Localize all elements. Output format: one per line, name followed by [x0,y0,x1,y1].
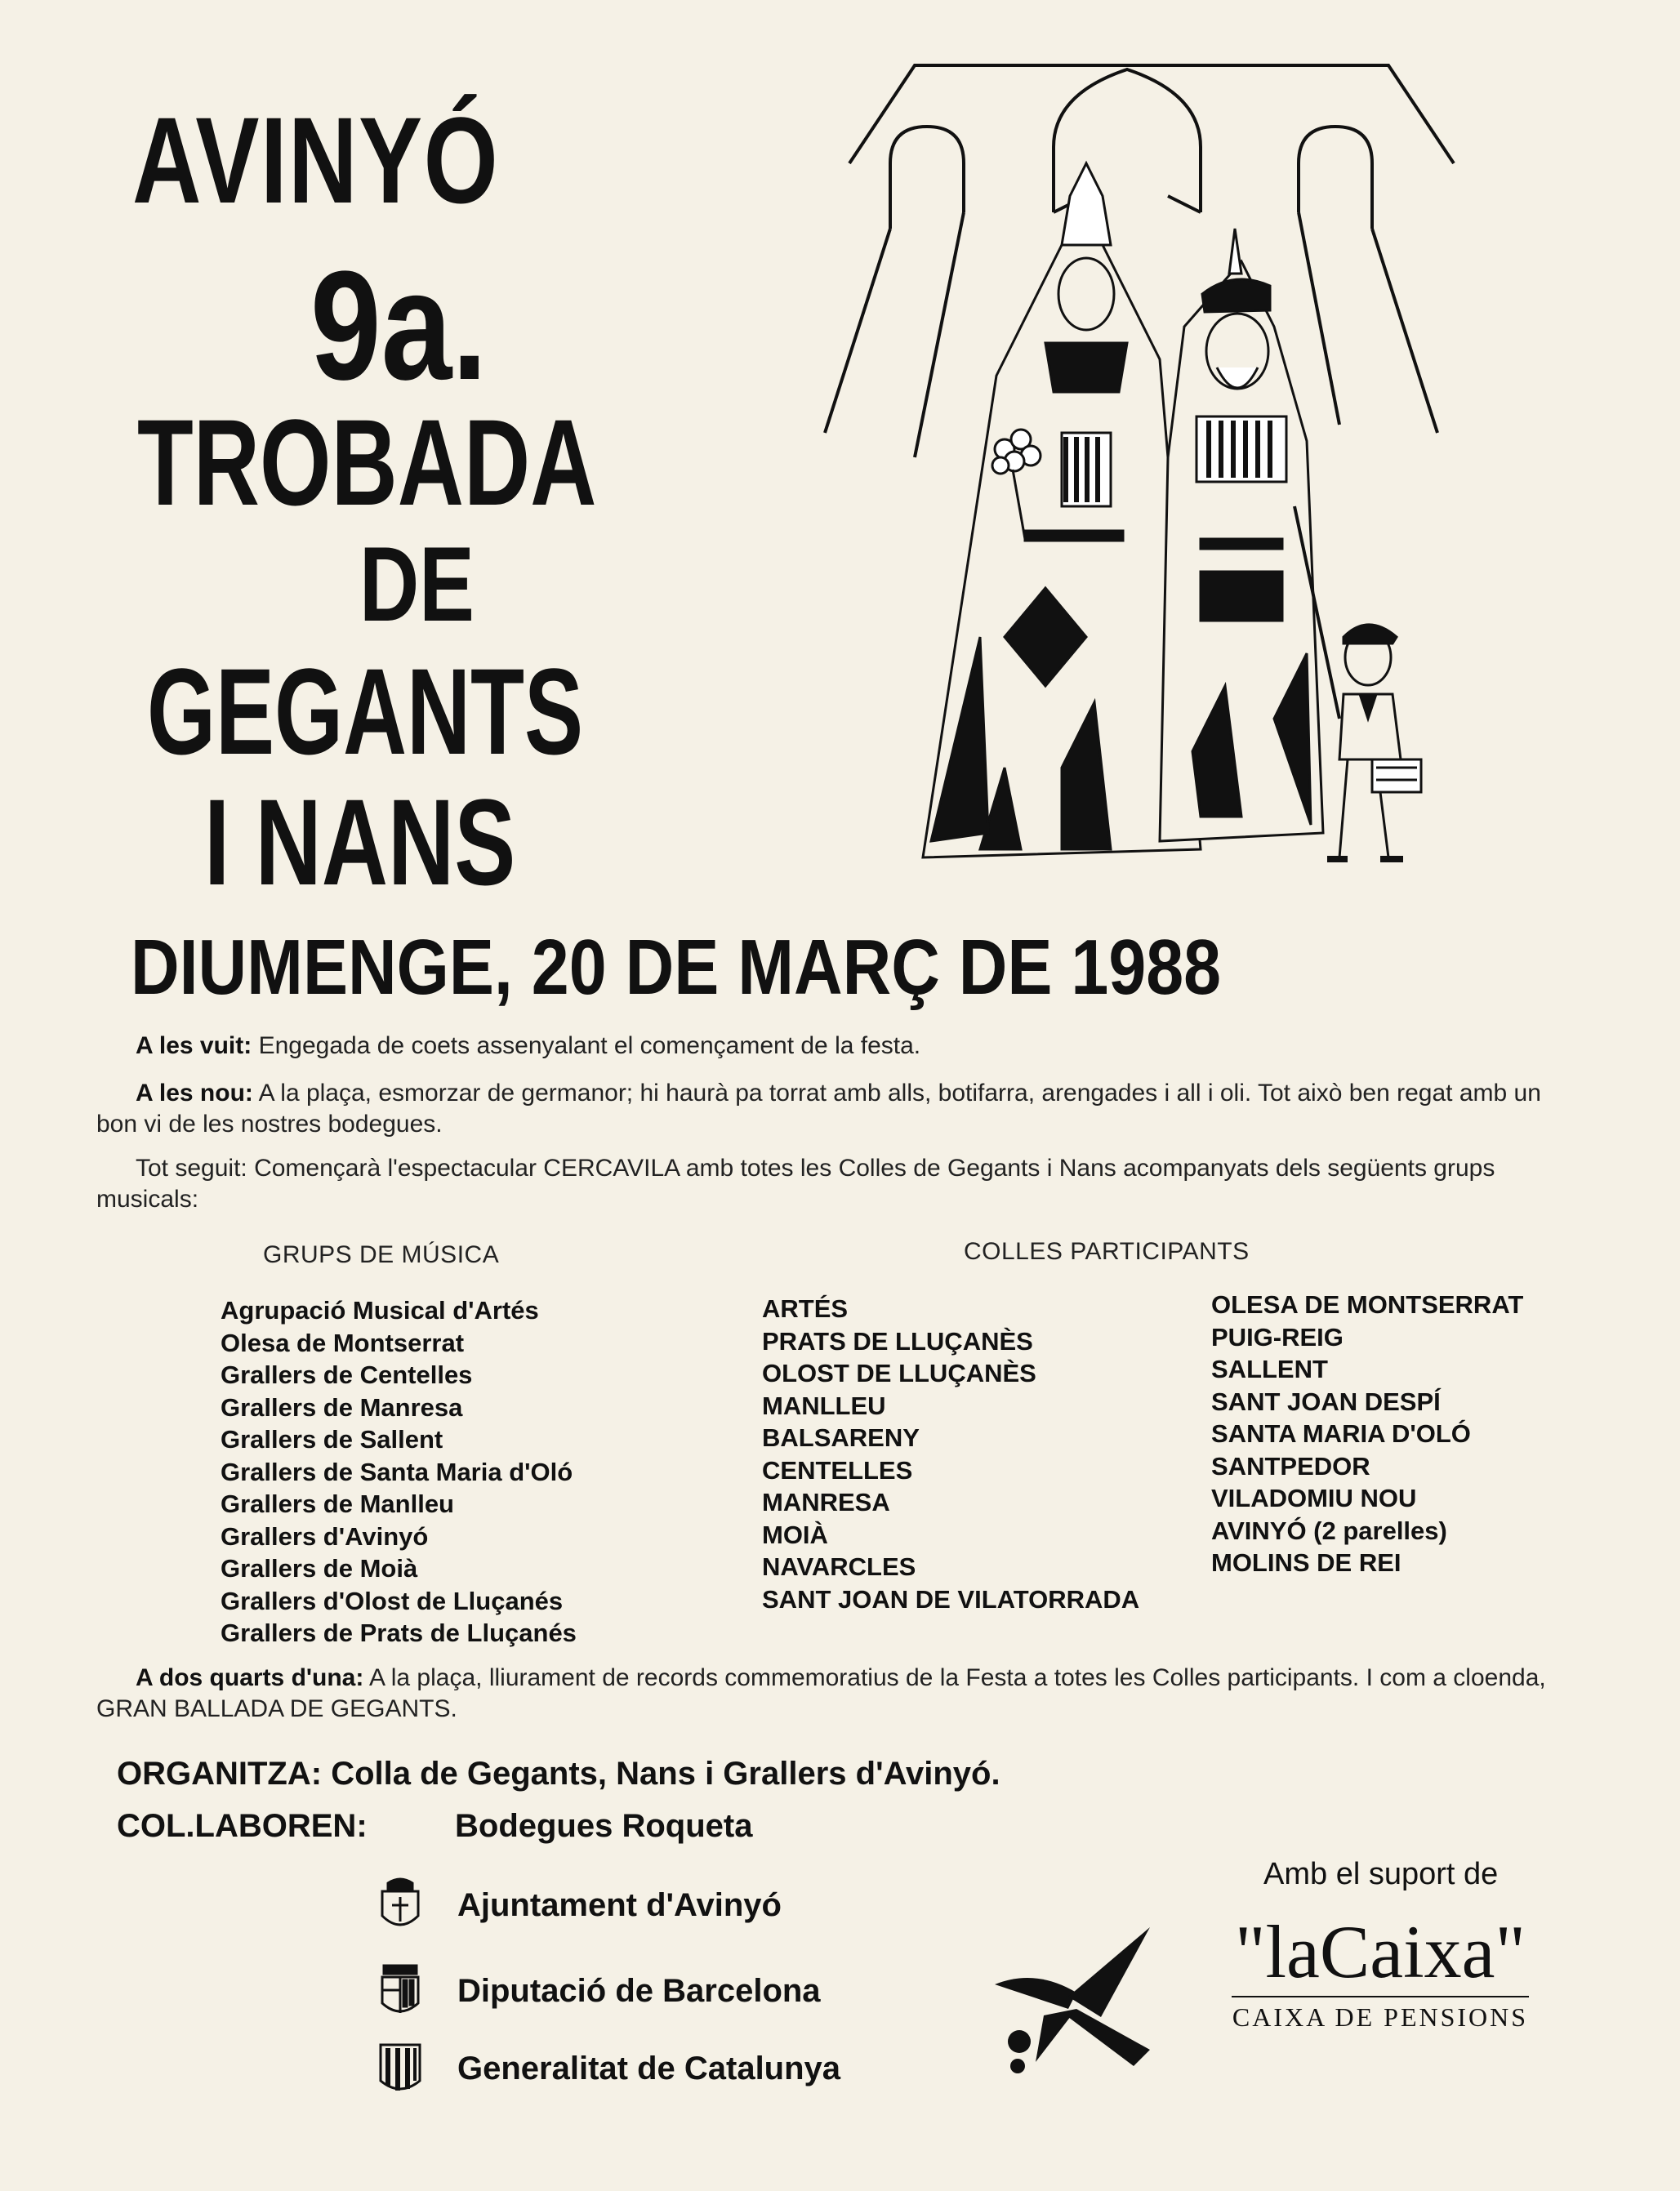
list-item: Grallers de Manresa [221,1392,463,1422]
collaborator-label: Diputació de Barcelona [457,1972,821,2009]
list-item: MANRESA [762,1488,890,1516]
collaborators-label: COL.LABOREN: [117,1808,368,1844]
organizer: ORGANITZA: Colla de Gegants, Nans i Grallers d'Avinyó. [117,1756,1000,1792]
lacaixa-logo [1209,1911,1552,2033]
program-description: Engegada de coets assenyalant el començament de la festa. [252,1032,921,1059]
list-item: SANT JOAN DESPÍ [1211,1387,1441,1416]
program-description: A la plaça, lliurament de records commemoratius de la Festa a totes les Colles participants. I com a cloenda, GRAN BALLADA DE GEGANTS. [96,1664,1546,1722]
list-item: Grallers d'Avinyó [221,1521,429,1551]
program-description: A la plaça, esmorzar de germanor; hi haurà pa torrat amb alls, botifarra, arengades i all i oli. Tot això ben regat amb un bon vi de les nostres bodegues. [96,1080,1541,1138]
senyera-crest-icon [376,2040,425,2097]
support-label: Amb el suport de [1263,1857,1499,1891]
list-item: ARTÉS [762,1294,849,1323]
program-time-label: A les nou: [136,1080,253,1107]
event-date: DIUMENGE, 20 DE MARÇ DE 1988 [131,924,1222,1011]
list-item: VILADOMIU NOU [1211,1484,1417,1512]
list-item: PRATS DE LLUÇANÈS [762,1326,1033,1356]
colles-list-right [1211,1289,1523,1579]
list-item: BALSARENY [762,1423,920,1452]
title-line-trobada: TROBADA [137,394,597,531]
title-line-edition: 9a. [310,239,488,412]
list-item: MOLINS DE REI [1211,1548,1401,1577]
list-item: Grallers de Prats de Lluçanés [221,1619,577,1647]
title-line-de: DE [359,524,475,643]
list-item: SANT JOAN DE VILATORRADA [762,1584,1140,1614]
list-item: Grallers de Santa Maria d'Oló [221,1457,573,1486]
music-groups-heading: GRUPS DE MÚSICA [263,1241,500,1268]
list-item: Grallers de Sallent [221,1425,443,1454]
list-item: OLOST DE LLUÇANÈS [762,1359,1036,1387]
music-groups-list [221,1294,577,1650]
program-item-nine [96,1078,1558,1140]
list-item: Grallers d'Olost de Lluçanés [221,1586,564,1615]
program-time-label: A les vuit: [136,1032,252,1059]
list-item: Agrupació Musical d'Artés [221,1296,539,1325]
program-item-cercavila [96,1153,1558,1215]
program-description: Tot seguit: Començarà l'espectacular CERCAVILA amb totes les Colles de Gegants i Nans acompanyats dels següents grups musicals: [96,1155,1495,1213]
list-item: PUIG-REIG [1211,1322,1344,1352]
giants-illustration [817,49,1470,890]
collaborator-ajuntament [376,1877,782,1934]
collaborator-generalitat [376,2040,840,2097]
diputacio-crest-icon [376,1962,425,2020]
list-item: Grallers de Manlleu [221,1490,454,1518]
list-item: MANLLEU [762,1391,886,1420]
list-item: AVINYÓ (2 parelles) [1211,1516,1447,1545]
title-line-nans: I NANS [204,773,516,911]
collaborator-diputacio [376,1962,821,2020]
list-item: SALLENT [1211,1355,1328,1383]
list-item: OLESA DE MONTSERRAT [1211,1290,1524,1319]
program-time-label: A dos quarts d'una: [136,1664,364,1691]
list-item: Grallers de Moià [221,1554,418,1583]
lacaixa-star-logo-icon [987,1919,1166,2074]
list-item: Olesa de Montserrat [221,1328,465,1357]
list-item: CENTELLES [762,1455,913,1485]
title-line-town: AVINYÓ [132,91,500,229]
collaborator-bodegues: Bodegues Roqueta [455,1808,753,1844]
title-line-gegants: GEGANTS [147,643,584,780]
list-item: SANTPEDOR [1211,1451,1370,1481]
colles-heading: COLLES PARTICIPANTS [964,1238,1250,1265]
program-item-eight [96,1031,1558,1062]
list-item: NAVARCLES [762,1552,916,1581]
collaborator-label: Generalitat de Catalunya [457,2050,841,2086]
program-item-ballada [96,1663,1558,1725]
brand-subtitle: CAIXA DE PENSIONS [1232,1996,1529,2033]
list-item: SANTA MARIA D'OLÓ [1211,1419,1471,1448]
collaborator-label: Ajuntament d'Avinyó [457,1886,782,1923]
brand-name: "laCaixa" [1234,1910,1526,1993]
town-crest-icon [376,1877,425,1934]
list-item: MOIÀ [762,1520,828,1549]
colles-list-left [762,1293,1139,1615]
list-item: Grallers de Centelles [221,1360,473,1389]
